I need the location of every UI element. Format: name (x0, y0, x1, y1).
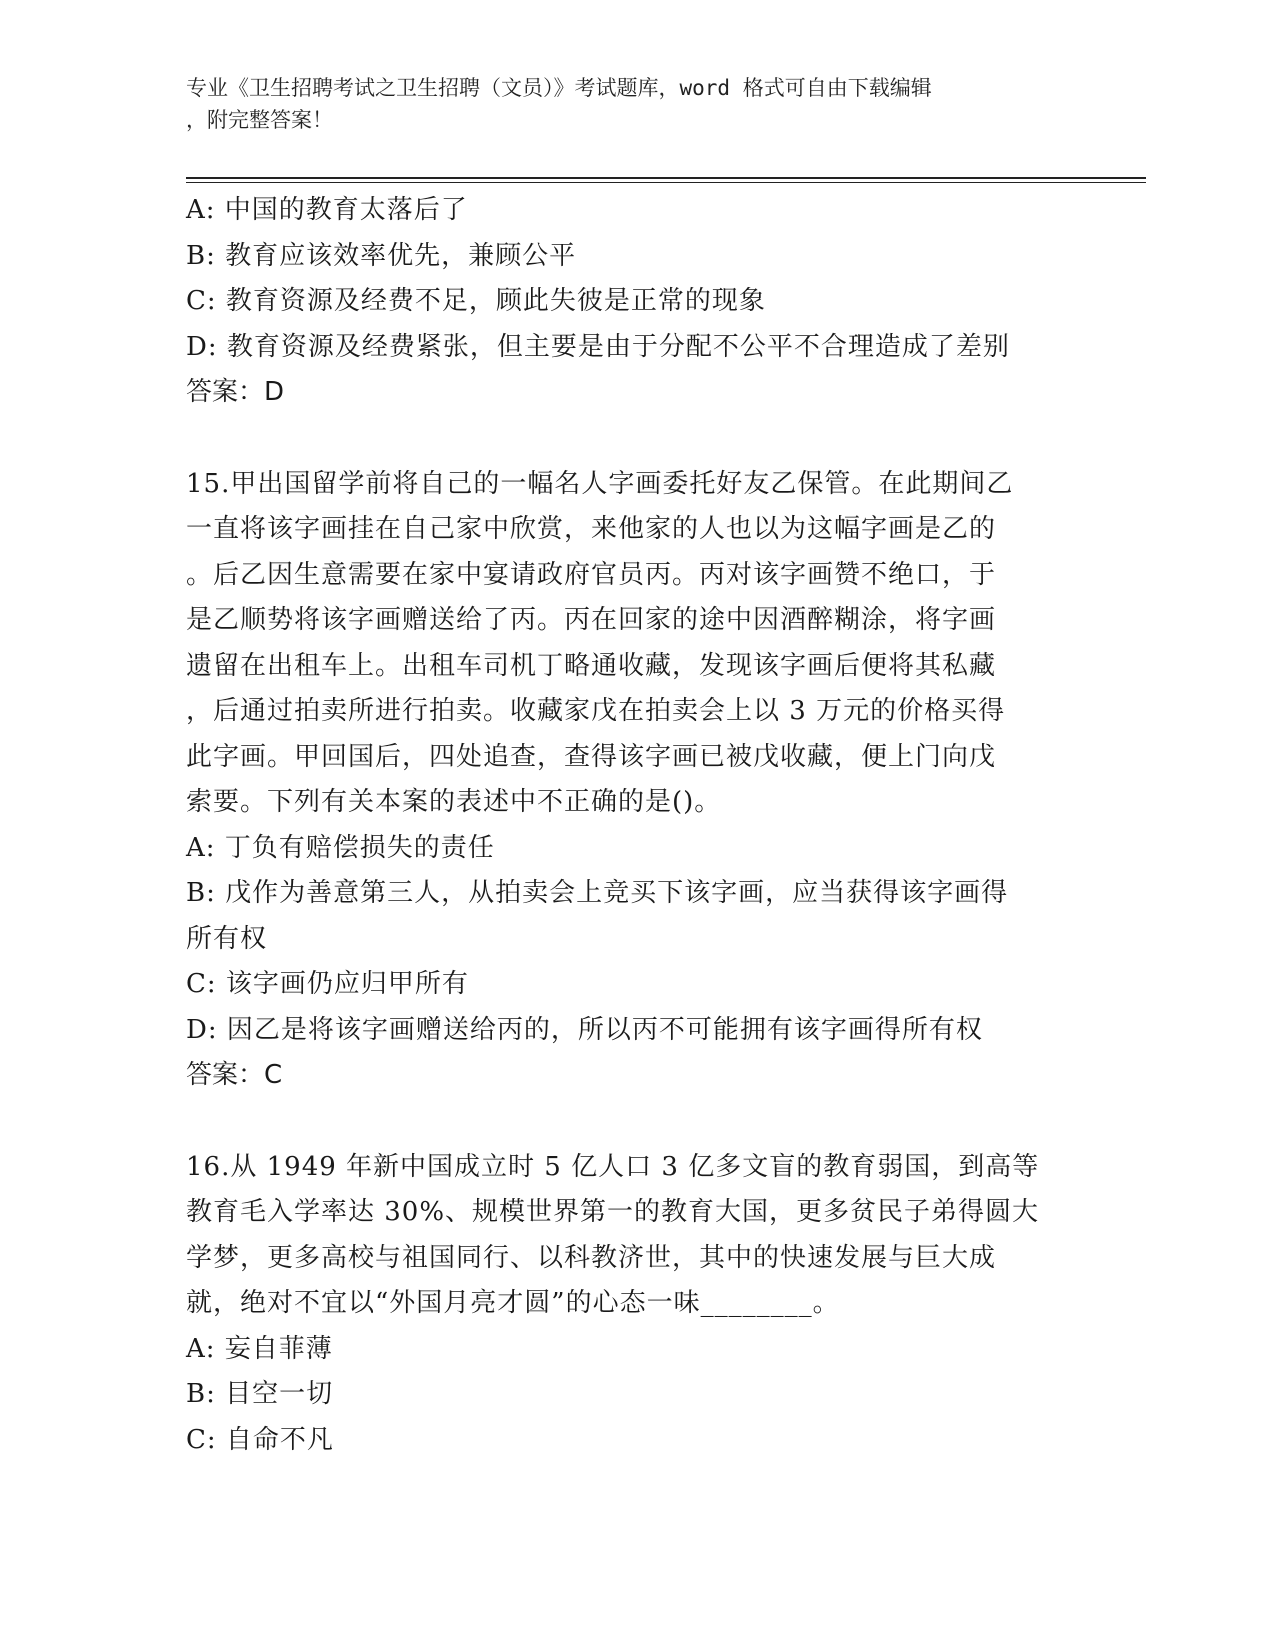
option-b-continued: 所有权 (186, 923, 268, 954)
option-b: B: 教育应该效率优先，兼顾公平 (186, 240, 577, 271)
question-16 (186, 1145, 1086, 1464)
header-rule-thick (186, 177, 1146, 179)
option-d: D: 教育资源及经费紧张，但主要是由于分配不公平不合理造成了差别 (186, 331, 1010, 362)
stem-line: 此字画。甲回国后，四处追查，查得该字画已被戊收藏，便上门向戊 (186, 741, 997, 772)
answer: 答案：C (186, 1060, 283, 1090)
question-content (186, 188, 1086, 1463)
option-c: C: 教育资源及经费不足，顾此失彼是正常的现象 (186, 286, 766, 316)
option-c: C: 该字画仍应归甲所有 (186, 969, 469, 999)
stem-line: 是乙顺势将该字画赠送给了丙。丙在回家的途中因酒醉糊涂，将字画 (186, 605, 997, 635)
header-rule-thin (186, 182, 1146, 183)
stem-line: 15.甲出国留学前将自己的一幅名人字画委托好友乙保管。在此期间乙 (186, 468, 1014, 499)
header-line-1: 专业《卫生招聘考试之卫生招聘（文员）》考试题库，word 格式可自由下载编辑 (186, 76, 932, 100)
option-d: D: 因乙是将该字画赠送给丙的，所以丙不可能拥有该字画得所有权 (186, 1014, 983, 1045)
stem-line: 教育毛入学率达 30%、规模世界第一的教育大国，更多贫民子弟得圆大 (186, 1197, 1040, 1227)
option-a: A: 妄自菲薄 (186, 1333, 333, 1364)
spacer (186, 416, 1086, 462)
stem-line: 遗留在出租车上。出租车司机丁略通收藏，发现该字画后便将其私藏 (186, 650, 997, 681)
header-line-2: ，附完整答案！ (186, 108, 333, 132)
stem-line: 一直将该字画挂在自己家中欣赏，来他家的人也以为这幅字画是乙的 (186, 514, 997, 544)
stem-line: 索要。下列有关本案的表述中不正确的是()。 (186, 787, 722, 817)
answer: 答案：D (186, 377, 285, 407)
question-15 (186, 462, 1086, 1099)
option-b: B: 戊作为善意第三人，从拍卖会上竞买下该字画，应当获得该字画得 (186, 878, 1009, 908)
stem-line: 就，绝对不宜以“外国月亮才圆”的心态一味________。 (186, 1288, 840, 1318)
stem-line: 学梦，更多高校与祖国同行、以科教济世，其中的快速发展与巨大成 (186, 1242, 997, 1273)
document-header (186, 72, 1066, 136)
option-b: B: 目空一切 (186, 1379, 334, 1409)
option-a: A: 丁负有赔偿损失的责任 (186, 832, 495, 863)
stem-line: 。后乙因生意需要在家中宴请政府官员丙。丙对该字画赞不绝口，于 (186, 559, 997, 590)
stem-line: 16.从 1949 年新中国成立时 5 亿人口 3 亿多文盲的教育弱国，到高等 (186, 1151, 1040, 1182)
option-c: C: 自命不凡 (186, 1424, 334, 1455)
spacer (186, 1099, 1086, 1145)
stem-line: ，后通过拍卖所进行拍卖。收藏家戊在拍卖会上以 3 万元的价格买得 (186, 696, 1006, 726)
option-a: A: 中国的教育太落后了 (186, 195, 468, 225)
question-14 (186, 188, 1086, 416)
